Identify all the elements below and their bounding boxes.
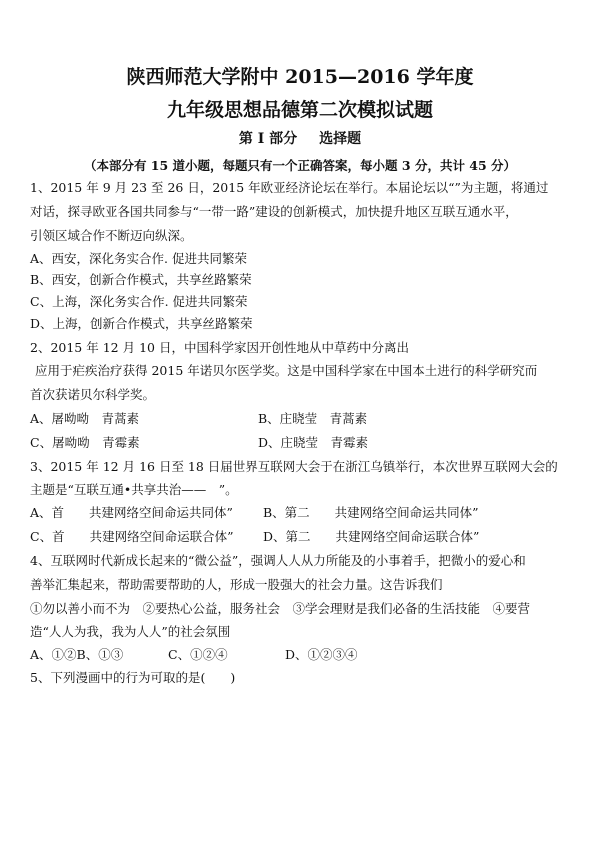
q2-option-c: C、屠呦呦 青霉素 bbox=[30, 435, 140, 450]
q3-option-b: B、第二 共建网络空间命运共同体” bbox=[263, 505, 479, 520]
q2-line-3: 首次获诺贝尔科学奖。 bbox=[30, 387, 156, 402]
exam-title: 陕西师范大学附中 2015—2016 学年度 bbox=[126, 66, 474, 88]
q3-option-a: A、首 共建网络空间命运共同体” bbox=[30, 505, 233, 520]
q2-option-b: B、庄晓莹 青蒿素 bbox=[258, 411, 368, 426]
q4-option-a-b: A、①②B、①③ bbox=[30, 647, 124, 662]
q3-option-d: D、第二 共建网络空间命运联合体” bbox=[263, 529, 480, 544]
q4-line-1: 4、互联网时代新成长起来的“微公益”，强调人人从力所能及的小事着手，把微小的爱心和 bbox=[30, 553, 526, 568]
q1-line-2: 对话，探寻欧亚各国共同参与“一带一路”建设的创新模式，加快提升地区互联互通水平， bbox=[30, 204, 518, 219]
q2-option-d: D、庄晓莹 青霉素 bbox=[258, 435, 369, 450]
exam-subtitle: 九年级思想品德第二次模拟试题 bbox=[166, 99, 433, 121]
q4-line-3: ①勿以善小而不为 ②要热心公益，服务社会 ③学会理财是我们必备的生活技能 ④要营 bbox=[30, 601, 531, 616]
q1-option-d: D、上海，创新合作模式，共享丝路繁荣 bbox=[30, 316, 253, 331]
q2-option-a: A、屠呦呦 青蒿素 bbox=[30, 411, 140, 426]
q4-line-2: 善举汇集起来，帮助需要帮助的人，形成一股强大的社会力量。这告诉我们 bbox=[30, 577, 443, 592]
q1-option-c: C、上海，深化务实合作. 促进共同繁荣 bbox=[30, 294, 248, 309]
q3-option-c: C、首 共建网络空间命运联合体” bbox=[30, 529, 234, 544]
q1-option-b: B、西安，创新合作模式，共享丝路繁荣 bbox=[30, 272, 252, 287]
q3-line-1: 3、2015 年 12 月 16 日至 18 日届世界互联网大会于在浙江乌镇举行，本次世界互联网大会的 bbox=[30, 459, 558, 474]
q4-option-d: D、①②③④ bbox=[285, 647, 358, 662]
section-heading bbox=[0, 128, 600, 148]
section-label: 第 Ⅰ 部分 bbox=[238, 131, 298, 147]
q1-line-1: 1、2015 年 9 月 23 至 26 日，2015 年欧亚经济论坛在举行。本届论坛以“”为主题，将通过 bbox=[30, 180, 549, 195]
q5-line-1: 5、下列漫画中的行为可取的是( ) bbox=[30, 670, 236, 685]
q4-option-c: C、①②④ bbox=[168, 647, 228, 662]
q1-option-a: A、西安，深化务实合作. 促进共同繁荣 bbox=[30, 251, 247, 266]
q3-line-2: 主题是“互联互通•共享共治—— ”。 bbox=[30, 482, 238, 497]
section-name: 选择题 bbox=[319, 131, 362, 147]
q4-line-4: 造“人人为我，我为人人”的社会氛围 bbox=[30, 624, 231, 639]
q2-line-2: 应用于疟疾治疗获得 2015 年诺贝尔医学奖。这是中国科学家在中国本土进行的科学研究而 bbox=[35, 363, 538, 378]
section-instructions: （本部分有 15 道小题，每题只有一个正确答案，每小题 3 分，共计 45 分） bbox=[83, 158, 517, 173]
q2-line-1: 2、2015 年 12 月 10 日，中国科学家因开创性地从中草药中分离出 bbox=[30, 340, 409, 355]
q1-line-3: 引领区域合作不断迈向纵深。 bbox=[30, 228, 193, 243]
